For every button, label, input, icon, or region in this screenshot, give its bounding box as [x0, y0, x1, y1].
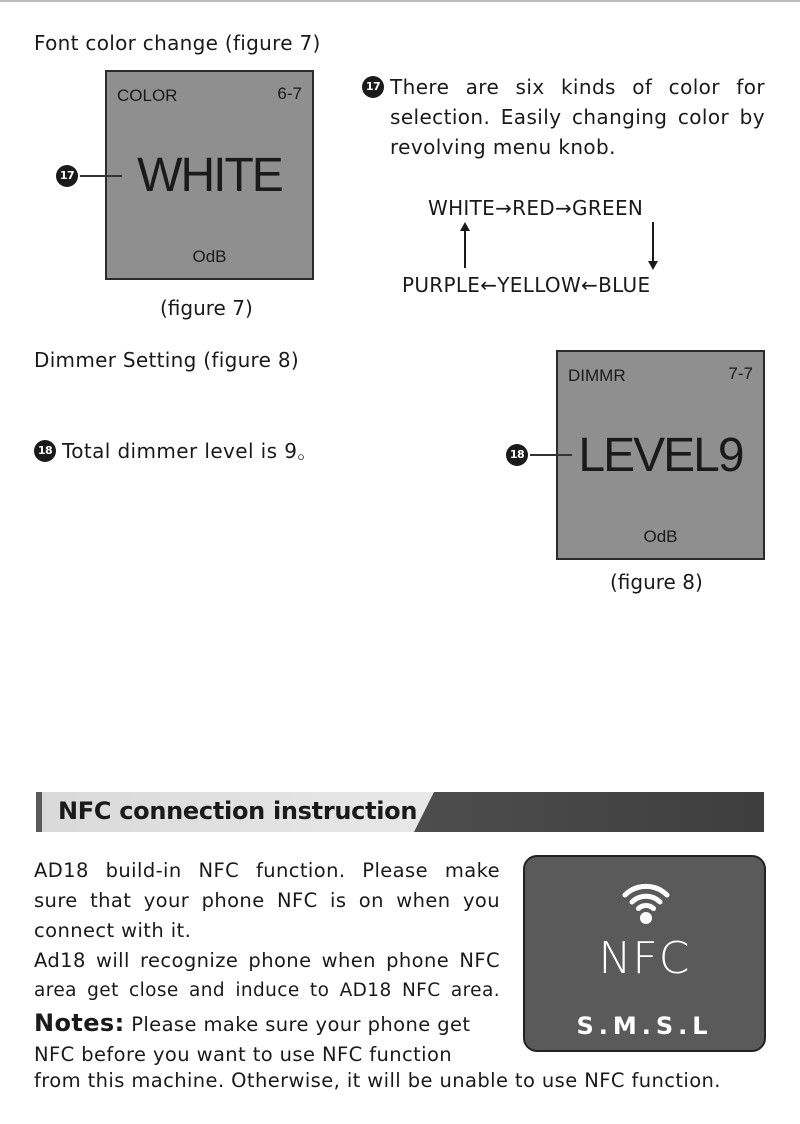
nfc-card-label: NFC [598, 933, 691, 984]
figure8-lcd [556, 350, 765, 560]
figure8-caption: (figure 8) [610, 570, 703, 594]
nfc-line: area get close and induce to AD18 NFC area. [34, 980, 500, 1001]
font-color-heading: Font color change (figure 7) [34, 31, 321, 55]
lcd-value: LEVEL9 [578, 429, 743, 482]
color-cycle-bottom: PURPLE←YELLOW←BLUE [402, 273, 651, 297]
callout-badge-17: 17 [56, 165, 78, 187]
nfc-paragraph [34, 856, 500, 1006]
smsl-brand-logo: S.M.S.L [576, 1012, 713, 1040]
nfc-notes-line3: from this machine. Otherwise, it will be unable to use NFC function. [34, 1069, 721, 1092]
callout-leader-line [530, 454, 572, 456]
color-description [390, 72, 765, 162]
desc-badge-17: 17 [362, 76, 384, 98]
nfc-notes-line1 [34, 1008, 500, 1040]
lcd-page-indicator: 7-7 [728, 364, 753, 383]
nfc-section-title: NFC connection instruction [58, 797, 418, 825]
lcd-page-indicator: 6-7 [277, 84, 302, 103]
dimmer-heading: Dimmer Setting (figure 8) [34, 348, 300, 372]
figure7-lcd [105, 70, 314, 280]
nfc-line: AD18 build-in NFC function. Please make [34, 859, 500, 882]
lcd-volume: OdB [192, 247, 227, 266]
callout-leader-line [80, 175, 122, 177]
figure7-caption: (figure 7) [160, 296, 253, 320]
top-rule [0, 0, 800, 2]
nfc-logo-card [523, 855, 766, 1052]
nfc-line: sure that your phone NFC is on when you [34, 889, 500, 912]
nfc-line: Ad18 will recognize phone when phone NFC [34, 949, 500, 972]
color-cycle-top: WHITE→RED→GREEN [428, 196, 644, 220]
desc-line: There are six kinds of color for [390, 75, 765, 99]
lcd-volume: OdB [643, 527, 678, 546]
arrow-down-icon [646, 222, 660, 270]
lcd-value: WHITE [137, 149, 282, 202]
nfc-notes-line2: NFC before you want to use NFC function [34, 1043, 453, 1066]
nfc-section-banner [36, 792, 764, 832]
arrow-up-icon [458, 222, 472, 270]
dimmer-description: Total dimmer level is 9。 [62, 439, 318, 463]
notes-text: Please make sure your phone get [124, 1013, 471, 1036]
desc-badge-18: 18 [34, 440, 56, 462]
notes-label: Notes: [34, 1009, 125, 1037]
lcd-menu-label: DIMMR [568, 366, 626, 385]
wifi-signal-icon [621, 879, 671, 925]
desc-line: selection. Easily changing color by [390, 105, 765, 129]
desc-line: revolving menu knob. [390, 135, 616, 159]
callout-badge-18: 18 [506, 444, 528, 466]
nfc-line: connect with it. [34, 919, 192, 942]
lcd-menu-label: COLOR [117, 86, 178, 105]
